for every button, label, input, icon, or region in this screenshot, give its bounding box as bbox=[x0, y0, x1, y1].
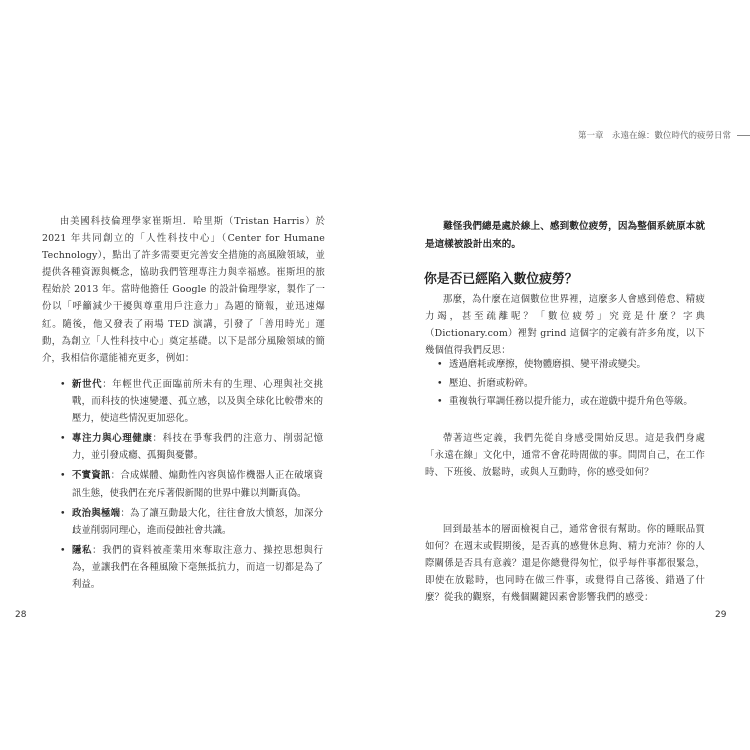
left-intro-paragraph bbox=[42, 213, 325, 367]
list-item-text: ：我們的資料被產業用來奪取注意力、操控思想與行為，並讓我們在各種風險下毫無抵抗力，而這一切都是為了利益。 bbox=[72, 544, 323, 591]
lead-paragraph: 難怪我們總是處於線上、感到數位疲勞，因為整個系統原本就是這樣被設計出來的。 bbox=[425, 221, 705, 250]
intro-paragraph: 由美國科技倫理學家崔斯坦．哈里斯（Tristan Harris）於 2021 年共同創立的「人性科技中心」（Center for Humane Technology），點出了許多需要更完善安全措施的高風險領域，並提供各種資源與概念，協助我們管理專注力與幸福感。崔斯坦的旅程始於 2013 年。當時他擔任 Google 的設計倫理學家，製作了一份以「呼籲減少干擾與尊重用戶注意力」為題的簡報，並迅速爆紅。隨後，他又發表了兩場 TED 演講，引發了「善用時光」運動，為創立「人性科技中心」奠定基礎。以下是部分風險領域的簡介，我相信你還能補充更多，例如： bbox=[42, 216, 325, 364]
list-item: • 重複執行單調任務以提升能力，或在遊戲中提升角色等級。 bbox=[437, 393, 705, 410]
list-item: • 壓迫、折磨或粉碎。 bbox=[437, 375, 705, 392]
risk-areas-list bbox=[60, 376, 323, 593]
paragraph-2 bbox=[425, 430, 705, 481]
list-item-term: 政治與極端 bbox=[72, 507, 121, 519]
paragraph-1 bbox=[425, 291, 705, 359]
paragraph-3-text: 回到最基本的層面檢視自己，通常會很有幫助。你的睡眠品質如何？在週末或假期後，是否真的感覺休息夠、精力充沛？你的人際關係是否具有意義？還是你總覺得匆忙，似乎每件事都很緊急，即使在放鬆時，也同時在做三件事，或覺得自己落後、錯過了什麼？從我的觀察，有幾個關鍵因素會影響我們的感受： bbox=[425, 524, 705, 604]
list-item bbox=[60, 505, 323, 539]
list-item-term: 不實資訊 bbox=[72, 470, 111, 482]
paragraph-3 bbox=[425, 521, 705, 606]
list-item bbox=[60, 467, 323, 501]
list-item-term: 隱私 bbox=[72, 544, 93, 556]
list-item: • 透過磨耗或摩擦，使物體磨損、變平滑或變尖。 bbox=[437, 356, 705, 373]
list-item-text: ：年輕世代正面臨前所未有的生理、心理與社交挑戰，而科技的快速變遷、孤立感，以及與全球化比較帶來的壓力，使這些情況更加惡化。 bbox=[72, 379, 323, 425]
running-head-rule bbox=[737, 135, 750, 136]
running-head-text: 第一章 永遠在線：數位時代的疲勞日常 bbox=[578, 131, 732, 141]
list-item-text: ：為了讓互動最大化，往往會放大憤怒，加深分歧並削弱同理心，進而侵蝕社會共識。 bbox=[72, 507, 323, 536]
paragraph-2-text: 帶著這些定義，我們先從自身感受開始反思。這是我們身處「永遠在線」文化中，通常不會花時間做的事。問問自己，在工作時、下班後、放鬆時，或與人互動時，你的感受如何？ bbox=[425, 433, 705, 479]
list-item-term: 專注力與心理健康 bbox=[72, 433, 153, 445]
definition-list bbox=[437, 356, 705, 410]
section-heading: 你是否已經陷入數位疲勞？ bbox=[424, 272, 578, 287]
running-head bbox=[578, 129, 750, 141]
list-item-text: ：科技在爭奪我們的注意力、削弱記憶力，並引發成癮、孤獨與憂鬱。 bbox=[72, 433, 323, 462]
list-item-text: ：合成媒體、煽動性內容與協作機器人正在破壞資訊生態，使我們在充斥著假新聞的世界中難以判斷真偽。 bbox=[72, 470, 323, 499]
list-item-term: 新世代 bbox=[72, 379, 103, 390]
list-item bbox=[60, 430, 323, 464]
list-item bbox=[60, 542, 323, 593]
list-item bbox=[60, 376, 323, 427]
paragraph-1-text: 那麼，為什麼在這個數位世界裡，這麼多人會感到倦怠、精疲力竭，甚至疏離呢？「數位疲勞」究竟是什麼？字典（Dictionary.com）裡對 grind 這個字的定義有許多角度，以下幾個值得我們反思： bbox=[425, 294, 705, 357]
page-number-left: 28 bbox=[15, 610, 27, 620]
right-page bbox=[375, 0, 750, 750]
page-number-right: 29 bbox=[715, 610, 727, 620]
